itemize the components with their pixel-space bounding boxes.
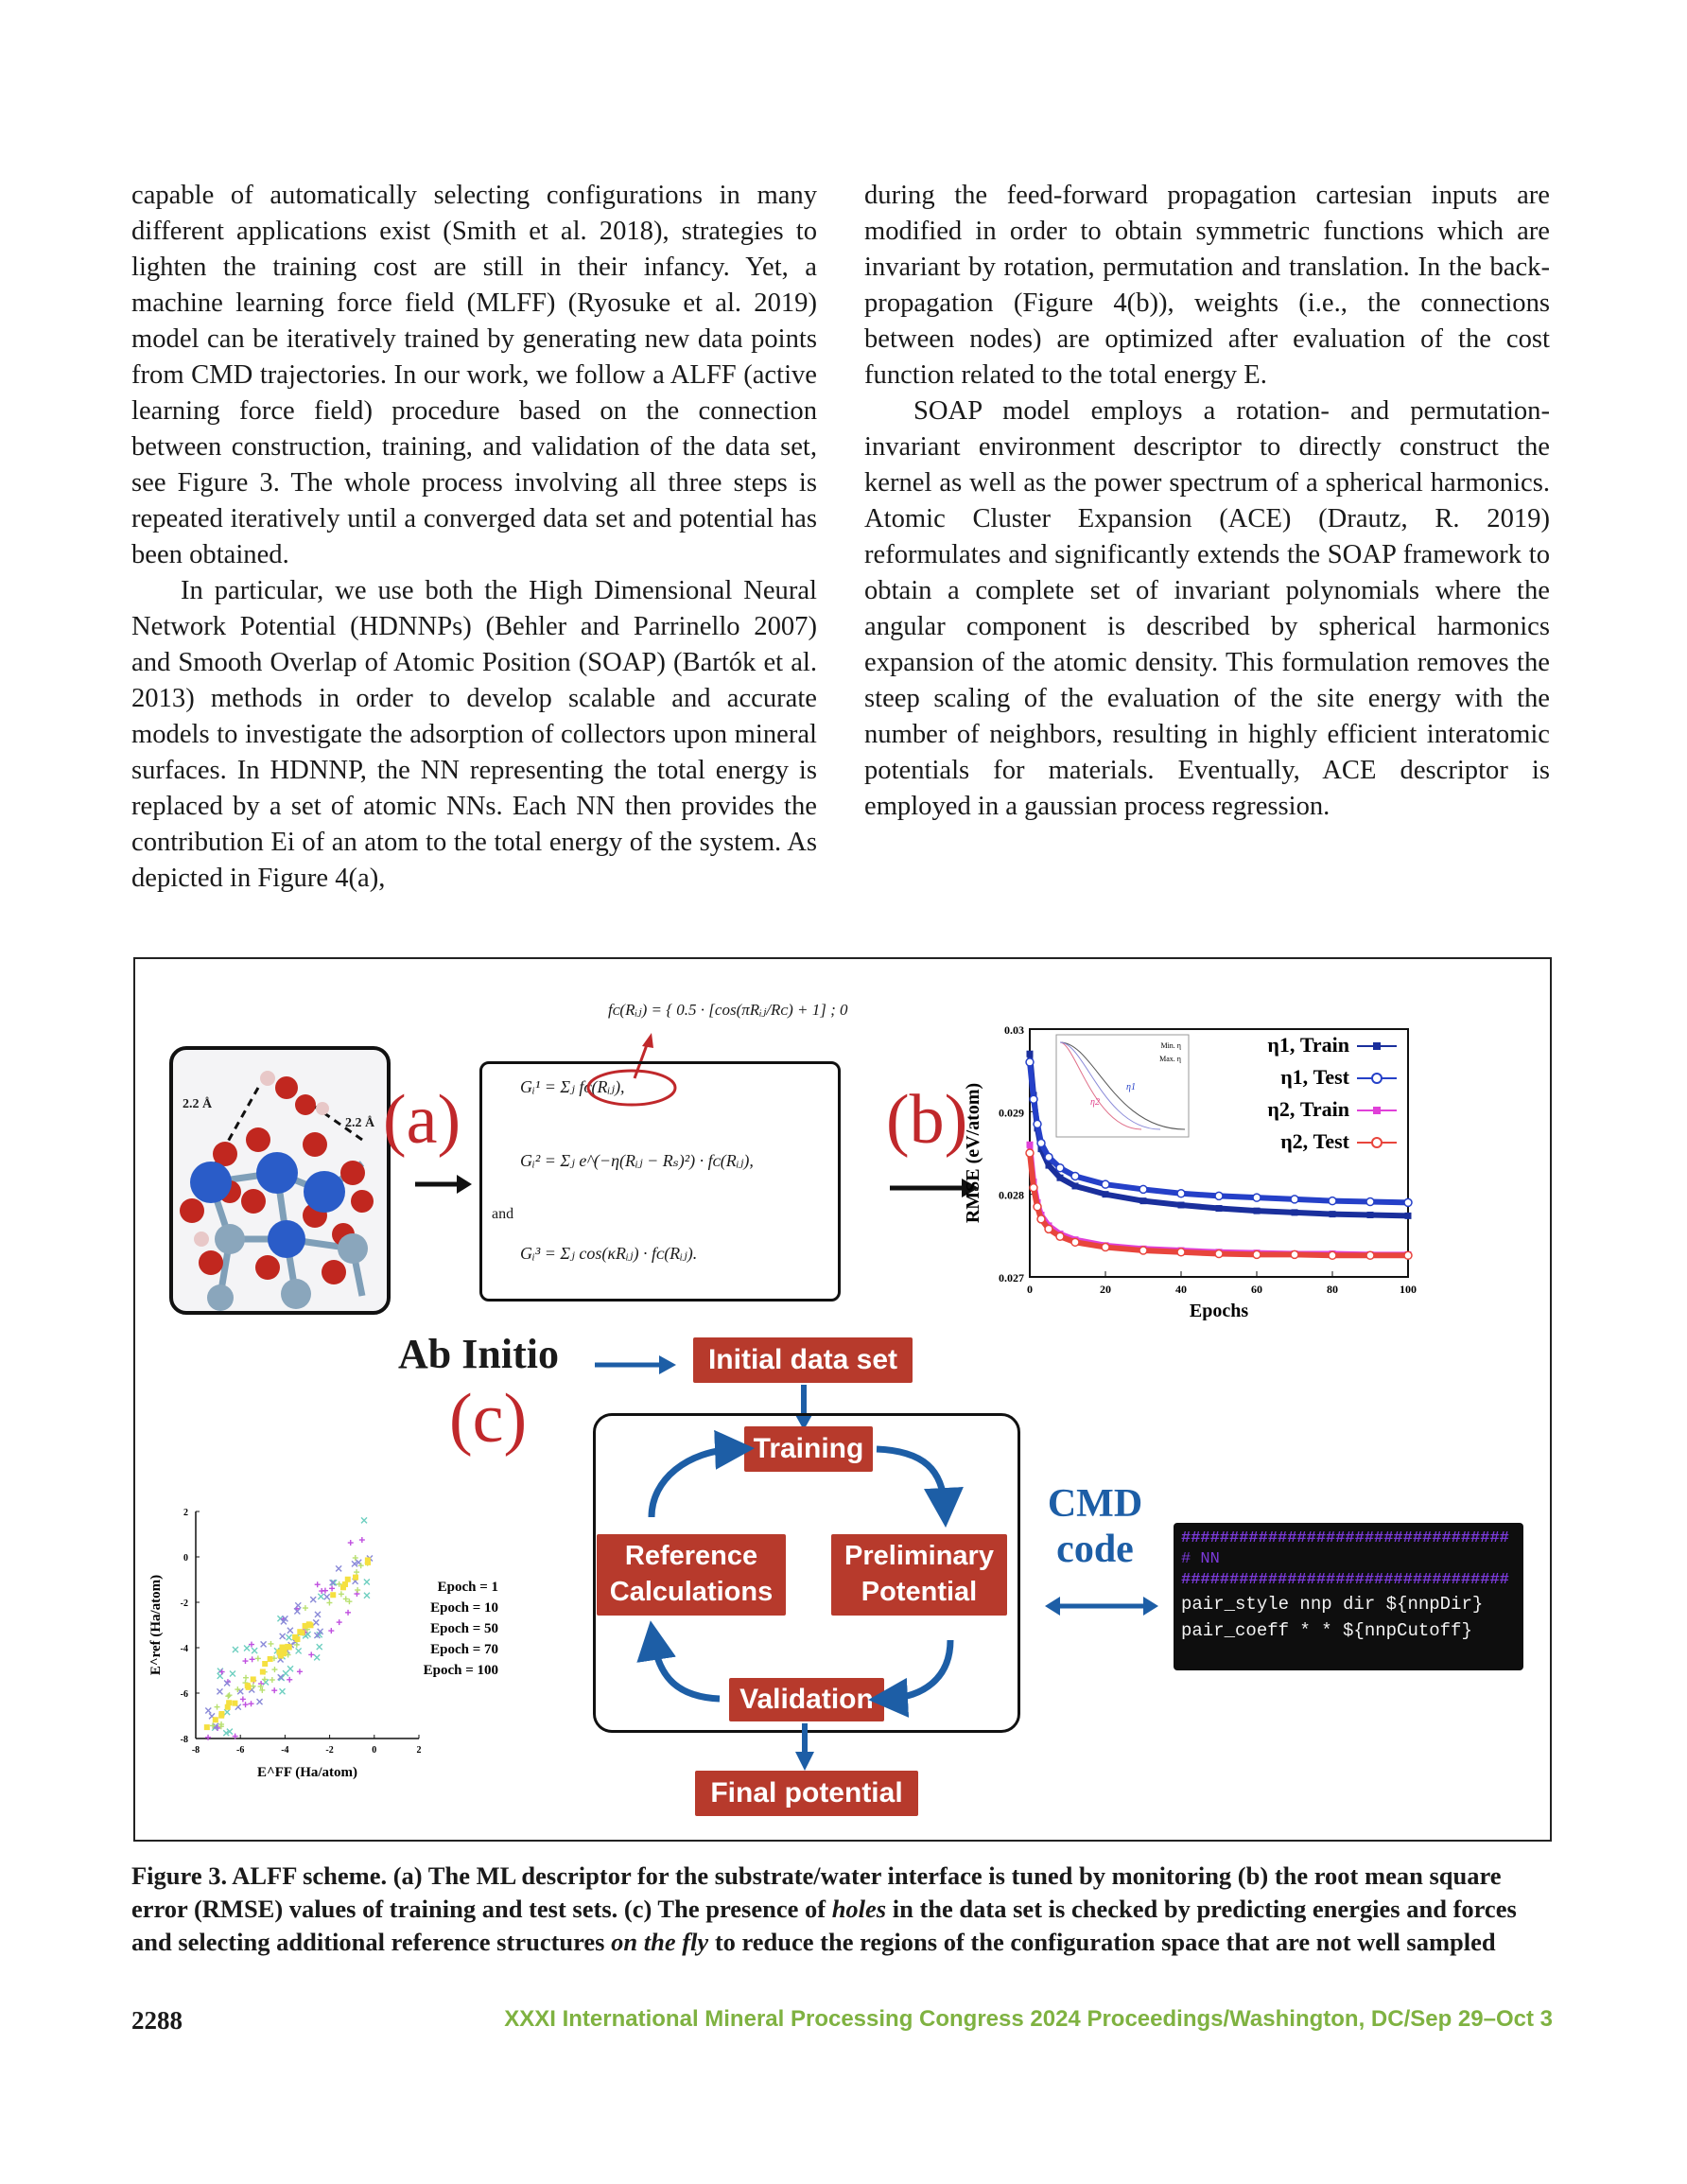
body-column-left [131,178,817,897]
legend-marker [1373,1107,1381,1114]
data-point [1102,1244,1109,1251]
data-point [365,1557,371,1563]
panel-label-b: (b) [886,1081,968,1159]
data-point [1056,1164,1064,1172]
equation-g1: Gᵢ¹ = Σⱼ fᴄ(Rᵢⱼ), [520,1077,625,1096]
data-point [1215,1250,1223,1258]
y-axis-label: RMSE (eV/atom) [963,1082,983,1224]
reference-calculations-box: Reference Calculations [597,1534,786,1616]
data-point [353,1575,358,1581]
data-point [1037,1215,1045,1223]
data-point [1103,1191,1109,1197]
x-tick-label: 0 [1027,1283,1033,1296]
cycle-arrows [593,1413,1015,1727]
data-point [1253,1250,1261,1258]
panel-label-c: (c) [449,1380,528,1458]
panel-label-a: (a) [383,1081,461,1159]
data-point [345,1577,351,1582]
legend-label: η1, Train [1267,1033,1349,1057]
data-point [245,1683,251,1688]
data-point [307,1622,313,1628]
legend-label: Epoch = 100 [423,1663,498,1678]
data-point [1034,1203,1041,1211]
data-point [1139,1247,1147,1254]
code-line: pair_style nnp dir ${nnpDir} [1181,1594,1484,1615]
data-point [1254,1208,1261,1214]
training-box: Training [744,1426,873,1472]
parity-scatter-chart [145,1502,504,1824]
x-tick-label: -8 [191,1745,200,1756]
figure-3 [133,957,1552,1842]
data-point [1291,1196,1298,1203]
body-column-right [864,178,1550,825]
data-point [1404,1198,1412,1206]
equation-and: and [492,1206,514,1222]
y-tick-label: 2 [183,1508,188,1518]
data-point [262,1661,268,1667]
code-line: ################################## [1181,1571,1509,1589]
atomic-structure-image [169,1046,391,1315]
legend-label: Epoch = 10 [430,1600,498,1616]
data-point [1037,1140,1045,1147]
data-point [1030,1095,1037,1103]
y-tick-label: 0.028 [999,1188,1024,1202]
y-tick-label: -2 [180,1599,188,1609]
x-tick-label: -6 [236,1745,245,1756]
y-tick-label: 0.03 [1004,1023,1024,1037]
data-point [1292,1209,1298,1215]
initial-data-set-box: Initial data set [693,1337,913,1383]
data-point [1329,1251,1336,1259]
paragraph: during the feed-forward propagation cartesian inputs are modified in order to obtain symmetric functions which are invariant by rotation, permutation and translation. In the back-propagation (Figure 4(b)), weights (i.e., the connections between nodes) are optimized after evaluation of the cost function related to the total energy E. [864,181,1550,390]
data-point [1367,1212,1374,1218]
x-tick-label: 2 [416,1745,422,1756]
y-tick-label: 0.027 [999,1271,1024,1284]
equation-g2: Gᵢ² = Σⱼ e^(−η(Rᵢⱼ − Rₛ)²) · fᴄ(Rᵢⱼ), [520,1151,754,1170]
inset-frame [1056,1035,1189,1137]
x-tick-label: 20 [1100,1283,1111,1296]
data-point [1177,1190,1185,1197]
data-point [1102,1180,1109,1188]
data-point [204,1724,210,1730]
data-point [232,1701,237,1706]
legend-marker [1372,1138,1382,1147]
bond-label-left: 2.2 Å [183,1097,213,1111]
highlight-ellipse [584,1066,679,1109]
data-point [1330,1211,1336,1217]
data-point [218,1711,224,1717]
data-point [213,1717,218,1722]
ab-initio-label: Ab Initio [398,1331,559,1377]
data-point [300,1630,305,1635]
inset-label: η1 [1126,1082,1136,1092]
arrow-icon [415,1173,472,1196]
x-tick-label: 60 [1251,1283,1262,1296]
data-point [276,1650,282,1655]
data-point [1405,1213,1412,1219]
rmse-line-chart [958,1008,1450,1320]
code-line: ################################## [1181,1529,1509,1547]
y-tick-label: -8 [180,1735,188,1745]
symmetry-functions-box [479,1061,841,1302]
y-tick-label: -6 [180,1689,188,1700]
double-arrow-icon [1045,1595,1158,1617]
legend-label: Epoch = 50 [430,1621,498,1636]
legend-label: Epoch = 70 [430,1642,498,1657]
data-point [1026,1149,1034,1157]
cutoff-function-equation: fᴄ(Rᵢⱼ) = { 0.5 · [cos(πRᵢⱼ/Rᴄ) + 1] ; 0 [608,1001,848,1019]
y-tick-label: 0.029 [999,1106,1024,1120]
data-point [1027,1051,1034,1057]
data-point [1030,1184,1037,1192]
data-point [1056,1232,1064,1240]
data-point [225,1704,231,1710]
data-point [287,1644,292,1650]
code-line: pair_coeff * * ${nnpCutoff} [1181,1620,1472,1641]
arrow-icon [794,1723,815,1771]
x-tick-label: -4 [281,1745,289,1756]
code-line: # NN [1181,1550,1220,1568]
data-point [1071,1172,1079,1179]
y-axis-label: E^ref (Ha/atom) [148,1574,164,1676]
paragraph: capable of automatically selecting configurations in many different applications exist (Smith et al. 2018), strategies to lighten the training cost are still in their infancy. Yet, a machine learning force field (MLFF) (Ryosuke et al. 2019) model can be iteratively trained by generating new data points from CMD trajectories. In our work, we follow a ALFF (active learning force field) procedure based on the connection between construction, training, and validation of the data set, see Figure 3. The whole process involving all three steps is repeated iteratively until a converged data set and potential has been obtained. [131,181,817,569]
y-tick-label: -4 [180,1644,188,1654]
x-axis-label: Epochs [1189,1301,1249,1320]
legend-label: η1, Test [1280,1065,1349,1089]
bond-label-right: 2.2 Å [345,1116,375,1130]
x-tick-label: 40 [1175,1283,1187,1296]
data-point [1045,1153,1052,1161]
data-point [1045,1225,1052,1232]
data-point [1329,1197,1336,1205]
legend-label: Epoch = 1 [437,1580,498,1595]
data-point [1027,1142,1034,1148]
preliminary-potential-box: Preliminary Potential [831,1534,1007,1616]
data-point [1366,1198,1374,1206]
cmd-code-label: CMD code [1047,1482,1143,1571]
proceedings-title: XXXI International Mineral Processing Congress 2024 Proceedings/Washington, DC/Sep 29–Oct 3 [504,2006,1553,2032]
x-tick-label: 0 [372,1745,377,1756]
data-point [1215,1192,1223,1199]
data-point [1072,1182,1079,1189]
legend-label: η2, Test [1280,1129,1349,1153]
x-tick-label: 80 [1327,1283,1338,1296]
data-point [303,1623,308,1629]
paragraph: SOAP model employs a rotation- and permutation-invariant environment descriptor to directly construct the kernel as well as the power spectrum of a spherical harmonics. Atomic Cluster Expansion (ACE) (Drautz, R. 2019) reformulates and significantly extends the SOAP framework to obtain a complete set of invariant polynomials where the angular component is described by spherical harmonics expansion of the atomic density. This formulation removes the steep scaling of the evaluation of the site energy with the number of neighbors, resulting in highly efficient interatomic potentials for materials. Eventually, ACE descriptor is employed in a gaussian process regression. [864,396,1550,821]
data-point [1366,1251,1374,1259]
equation-g3: Gᵢ³ = Σⱼ cos(κRᵢⱼ) · fᴄ(Rᵢⱼ). [520,1244,698,1263]
x-axis-label: E^FF (Ha/atom) [256,1765,358,1780]
data-point [1216,1205,1223,1212]
paragraph: In particular, we use both the High Dimensional Neural Network Potential (HDNNPs) (Behler and Parrinello 2007) and Smooth Overlap of Atomic Position (SOAP) (Bartók et al. 2013) methods in order to develop scalable and accurate models to investigate the adsorption of collectors upon mineral surfaces. In HDNNP, the NN representing the total energy is replaced by a set of atomic NNs. Each NN then provides the contribution Ei of an atom to the total energy of the system. As depicted in Figure 4(a), [131,576,817,893]
data-point [251,1676,256,1682]
data-point [1404,1251,1412,1259]
data-point [260,1669,266,1675]
data-point [1071,1238,1079,1246]
data-point [1140,1197,1147,1204]
inset-legend-label: Max. η [1159,1055,1181,1063]
data-point [1026,1058,1034,1066]
data-point [294,1636,300,1642]
arrow-icon [595,1354,676,1375]
legend-label: η2, Train [1267,1097,1349,1121]
data-point [1253,1194,1261,1201]
code-snippet [1174,1523,1523,1670]
legend-marker [1373,1042,1381,1050]
data-point [1034,1120,1041,1127]
data-point [1139,1185,1147,1193]
data-point [1057,1175,1064,1181]
x-tick-label: -2 [325,1745,334,1756]
inset-legend-label: Min. η [1160,1041,1181,1050]
data-point [330,1592,336,1598]
legend-marker [1372,1074,1382,1083]
inset-label: η2 [1090,1097,1100,1108]
page-number: 2288 [131,2006,183,2035]
final-potential-box: Final potential [695,1771,918,1816]
data-point [1178,1202,1185,1209]
x-tick-label: 100 [1400,1283,1417,1296]
figure-caption: Figure 3. ALFF scheme. (a) The ML descriptor for the substrate/water interface is tuned by monitoring (b) the root mean square error (RMSE) values of training and test sets. (c) The presence of holes in the data set is checked by predicting energies and forces and selecting additional reference structures on the fly to reduce the regions of the configuration space that are not well sampled [131,1861,1517,1956]
data-point [340,1584,346,1590]
data-point [268,1656,273,1662]
validation-box: Validation [729,1678,884,1721]
y-tick-label: 0 [183,1553,188,1564]
data-point [1291,1250,1298,1258]
data-point [1177,1249,1185,1256]
